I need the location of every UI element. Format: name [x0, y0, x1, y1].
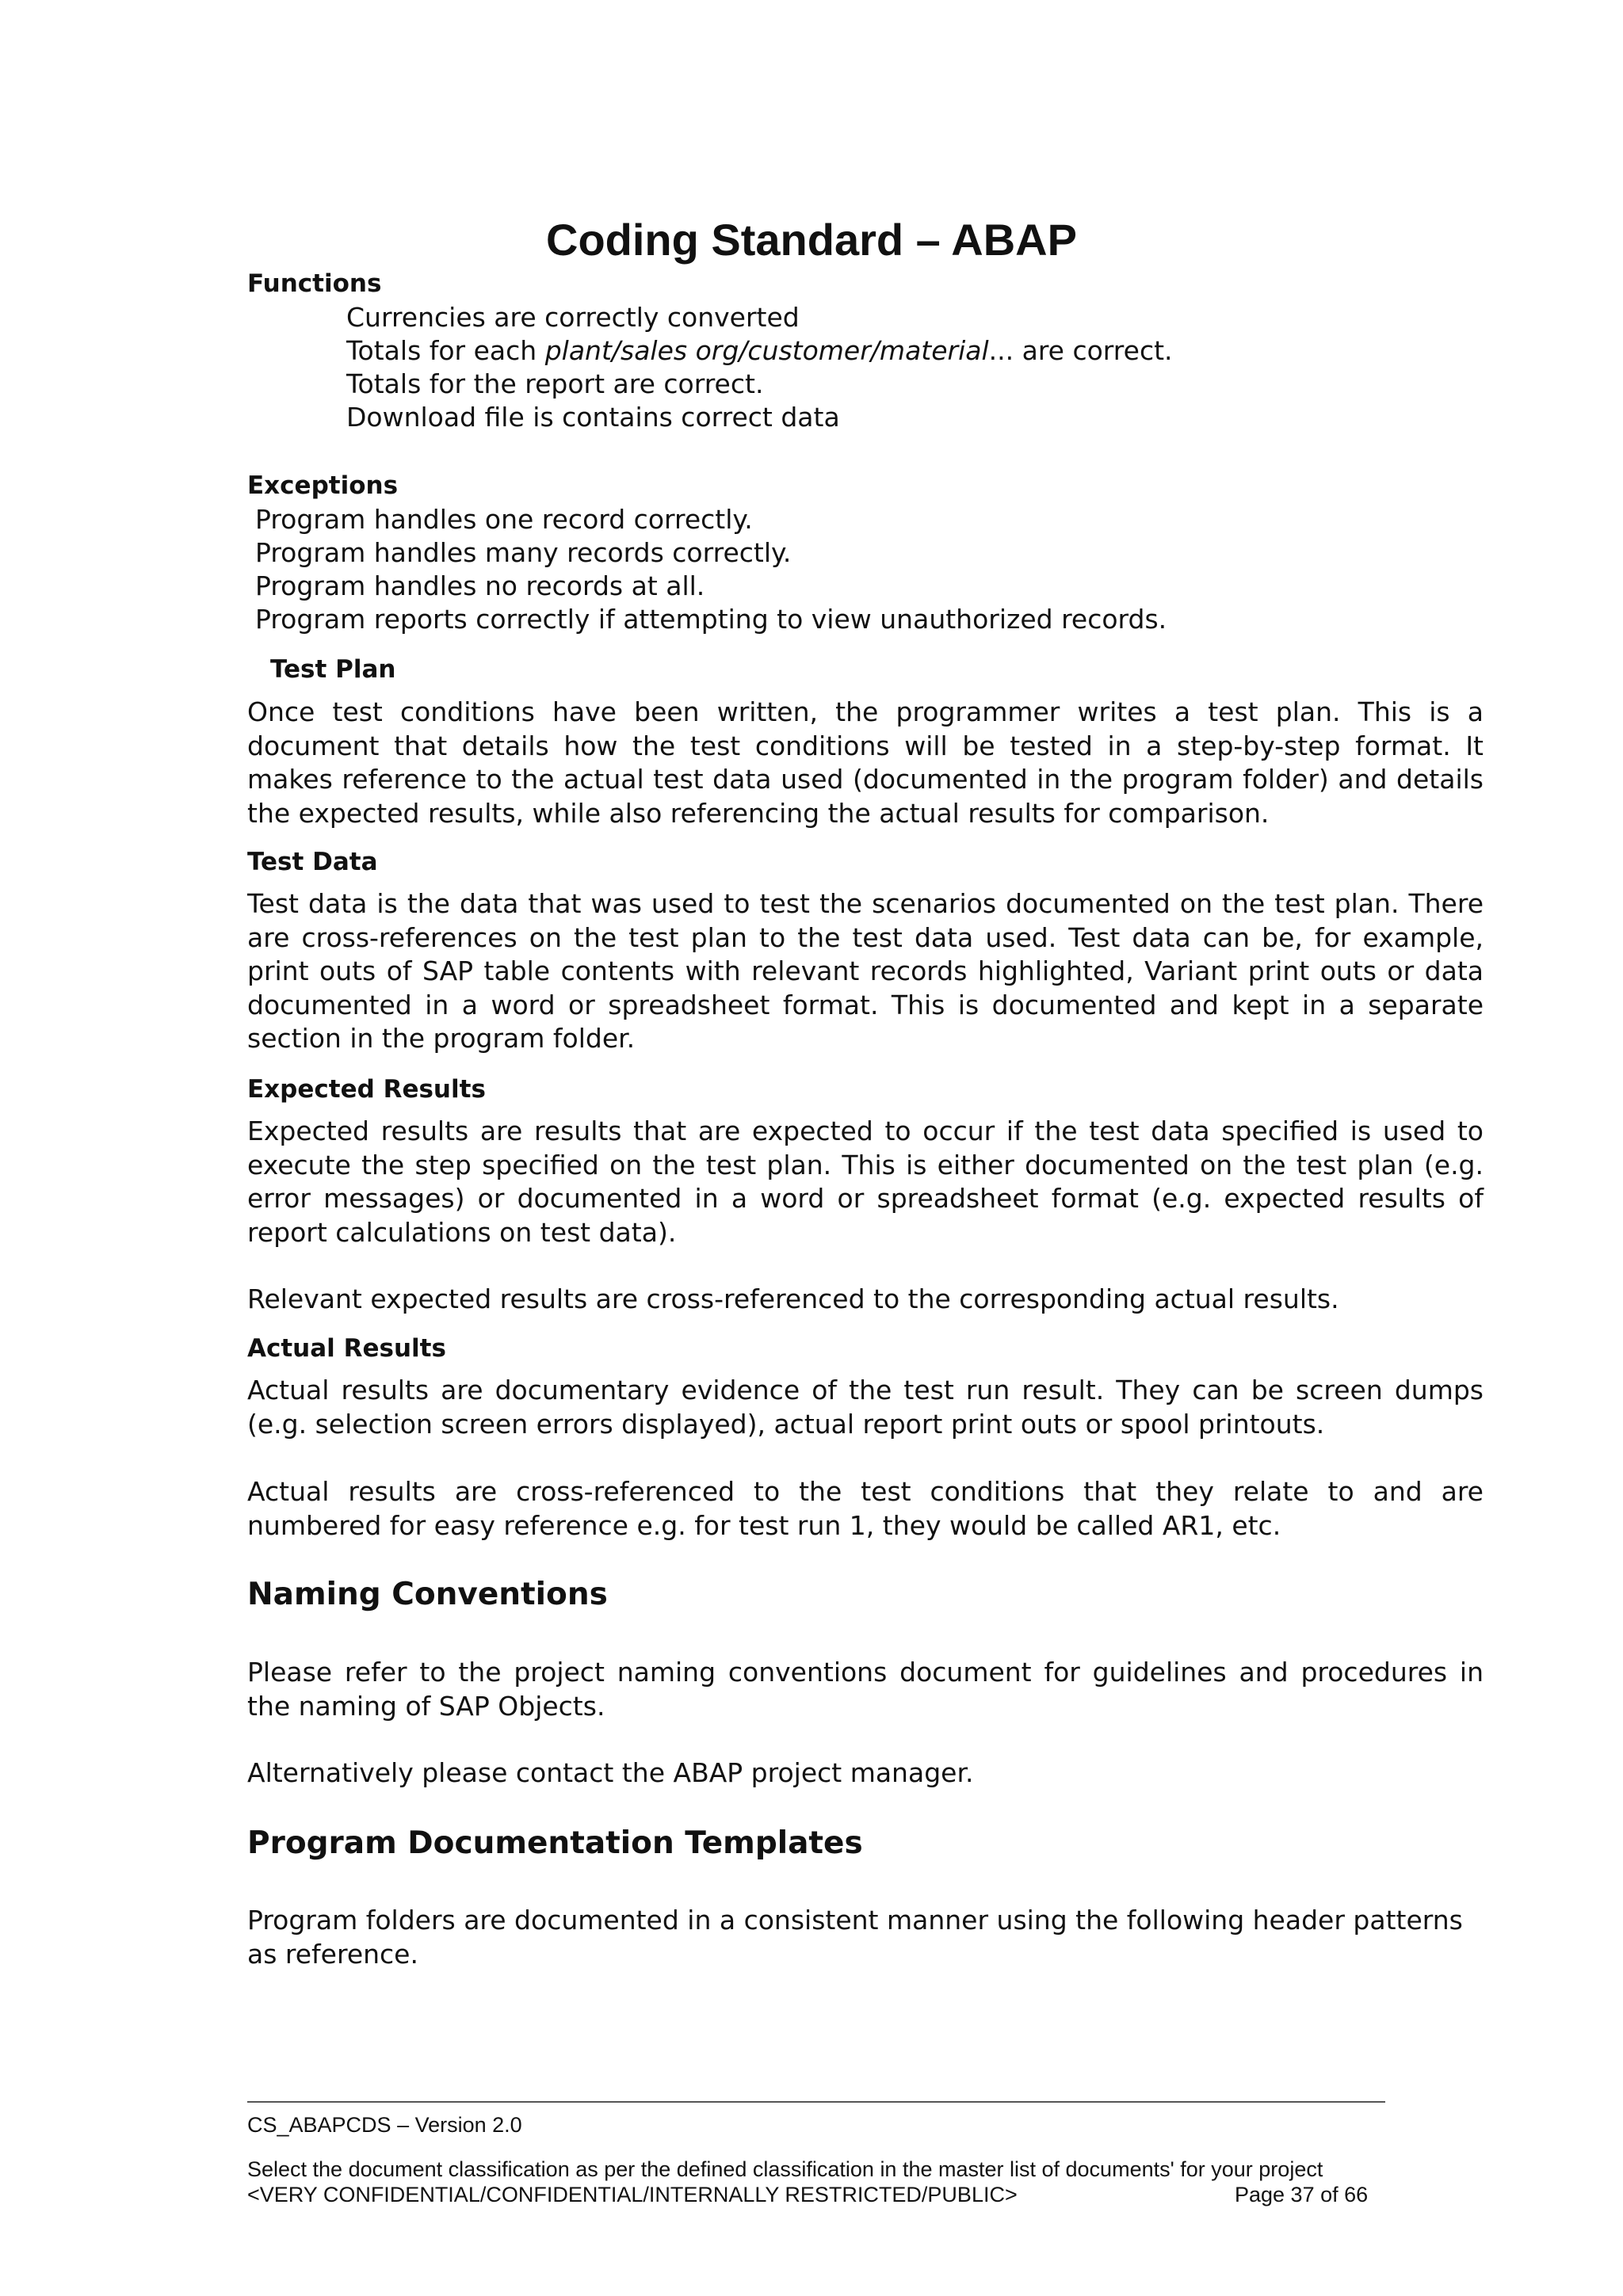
functions-item-3: [346, 368, 763, 402]
page-title: Coding Standard – ABAP: [546, 215, 1077, 265]
functions-item-4: [346, 401, 840, 435]
exceptions-item-4: Program reports correctly if attempting to view unauthorized records.: [255, 604, 1167, 635]
naming-conventions-contact: Alternatively please contact the ABAP project manager.: [247, 1757, 974, 1788]
exceptions-item-1: Program handles one record correctly.: [255, 504, 753, 535]
exceptions-heading: Exceptions: [247, 471, 399, 500]
exceptions-item-2: Program handles many records correctly.: [255, 537, 792, 568]
footer-classification-levels: <VERY CONFIDENTIAL/CONFIDENTIAL/INTERNALLY RESTRICTED/PUBLIC>: [247, 2183, 1018, 2206]
functions-item-4-text: Download file is contains correct data: [346, 402, 840, 433]
functions-item-2-text: Totals for each: [346, 335, 545, 366]
expected-results-text: Expected results are results that are expected to occur if the test data specified is used to execute the step specified on the test plan. This is either documented on the test plan (e.g. error messages) or documented in a word or spreadsheet format (e.g. expected results of report calculations on test data).: [247, 1116, 1484, 1248]
footer-divider: [247, 2101, 1385, 2103]
naming-conventions-heading: Naming Conventions: [247, 1577, 608, 1612]
footer-version: CS_ABAPCDS – Version 2.0: [247, 2113, 522, 2137]
program-documentation-text: Program folders are documented in a consistent manner using the following header patterns as reference.: [247, 1905, 1463, 1970]
footer-classification-note: Select the document classification as per the defined classification in the master list of documents' for your project: [247, 2157, 1323, 2181]
actual-results-heading: Actual Results: [247, 1334, 446, 1363]
actual-results-note: Actual results are cross-referenced to the test conditions that they relate to and are numbered for easy reference e.g. for test run 1, they would be called AR1, etc.: [247, 1476, 1484, 1541]
functions-item-1-text: Currencies are correctly converted: [346, 302, 800, 333]
actual-results-text: Actual results are documentary evidence of the test run result. They can be screen dumps (e.g. selection screen errors displayed), actual report print outs or spool printouts.: [247, 1375, 1484, 1440]
test-data-heading: Test Data: [247, 848, 378, 876]
footer-page-number: Page 37 of 66: [1235, 2183, 1369, 2206]
functions-item-3-text: Totals for the report are correct.: [346, 368, 764, 399]
functions-item-2-italic: plant/sales org/customer/material: [544, 335, 989, 366]
program-documentation-heading: Program Documentation Templates: [247, 1825, 863, 1861]
functions-item-1: [346, 301, 800, 335]
test-data-text: Test data is the data that was used to test the scenarios documented on the test plan. There are cross-references on the test plan to the test data used. Test data can be, for example, print outs of SAP table contents with relevant records highlighted, Variant print outs or data documented in a word or spreadsheet format. This is documented and kept in a separate section in the program folder.: [247, 888, 1484, 1054]
expected-results-note: Relevant expected results are cross-referenced to the corresponding actual results.: [247, 1283, 1339, 1314]
functions-heading: Functions: [247, 269, 382, 298]
functions-item-2: [346, 334, 1173, 368]
expected-results-heading: Expected Results: [247, 1075, 486, 1104]
naming-conventions-text: Please refer to the project naming conventions document for guidelines and procedures in the naming of SAP Objects.: [247, 1657, 1484, 1722]
exceptions-item-3: Program handles no records at all.: [255, 570, 705, 601]
test-plan-text: Once test conditions have been written, the programmer writes a test plan. This is a document that details how the test conditions will be tested in a step-by-step format. It makes reference to the actual test data used (documented in the program folder) and details the expected results, while also referencing the actual results for comparison.: [247, 696, 1484, 829]
functions-item-2-suffix: ... are correct.: [988, 335, 1173, 366]
test-plan-heading: Test Plan: [270, 655, 396, 684]
